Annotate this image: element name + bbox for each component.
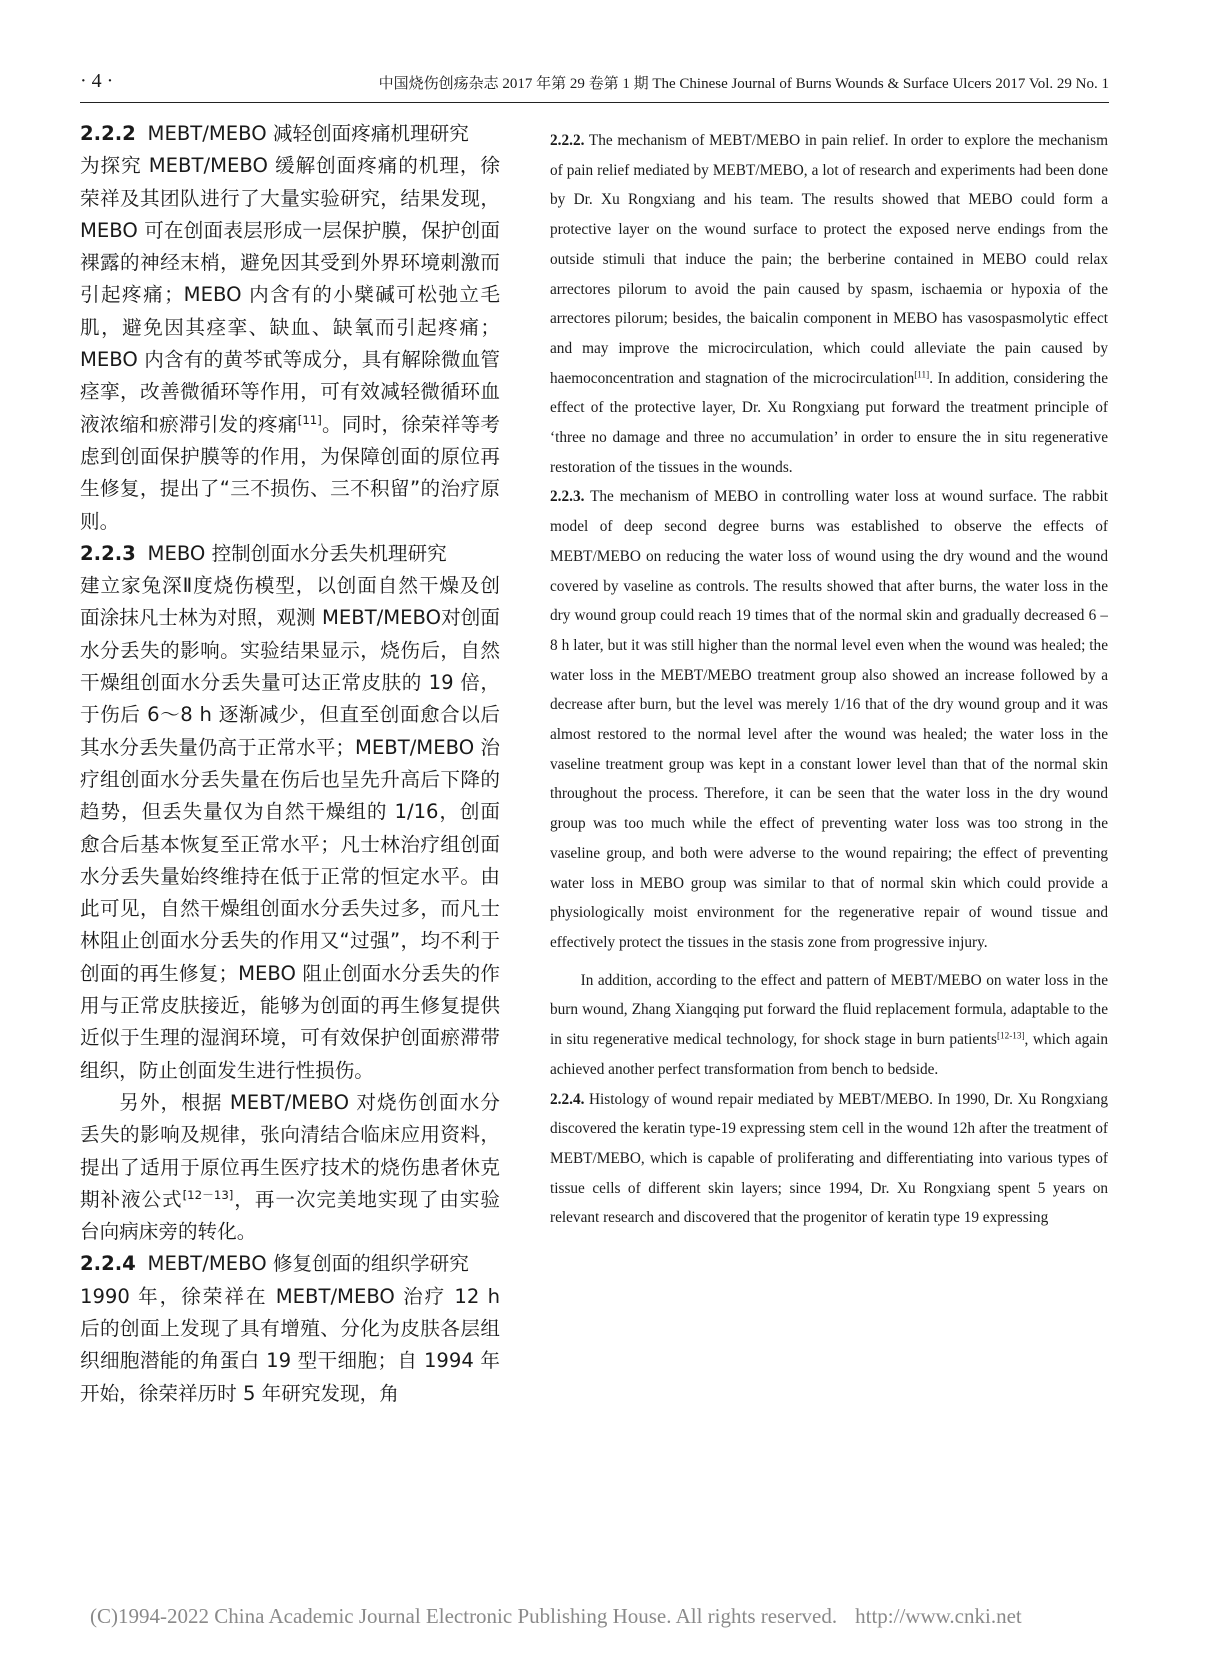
running-header [80,68,1109,98]
section-heading-2-2-3-zh [80,538,500,570]
cnki-url: http://www.cnki.net [855,1604,1022,1628]
section-heading-2-2-2-zh [80,118,500,150]
paragraph-text: Histology of wound repair mediated by MEBT/MEBO. In 1990, Dr. Xu Rongxiang discovered the keratin type-19 expressing stem cell in the wound 12h after the treatment of MEBT/MEBO, which is capable of proliferating and differentiating into various types of tissue cells of different skin layers; since 1994, Dr. Xu Rongxiang spent 5 years on relevant research and discovered that the progenitor of keratin type 19 expressing [550,1090,1108,1227]
citation-ref: [12-13] [997,1030,1025,1041]
paragraph-text: 。同时，徐荣祥等考虑到创面保护膜等的作用，为保障创面的原位再生修复，提出了“三不损伤、三不积留”的治疗原则。 [80,412,500,533]
section-number: 2.2.4 [80,1252,136,1276]
paragraph-text: In addition, according to the effect and pattern of MEBT/MEBO on water loss in the burn wound, Zhang Xiangqing put forward the fluid replacement formula, adaptable to the in situ regenerative medical technology, for shock stage in burn patients [550,971,1108,1049]
section-heading-2-2-4-zh [80,1248,500,1280]
copyright-footer [90,1604,1120,1629]
paragraph-text: 为探究 MEBT/MEBO 缓解创面疼痛的机理，徐荣祥及其团队进行了大量实验研究，结果发现，MEBO 可在创面表层形成一层保护膜，保护创面裸露的神经末梢，避免因其受到外界环境刺激而引起疼痛；MEBO 内含有的小檗碱可松弛立毛肌，避免因其痉挛、缺血、缺氧而引起疼痛；MEBO 内含有的黄芩甙等成分，具有解除微血管痉挛，改善微循环等作用，可有效减轻微循环血液浓缩和瘀滞引发的疼痛 [80,154,500,436]
paragraph-2-2-2-en [550,126,1108,482]
section-title: MEBT/MEBO 减轻创面疼痛机理研究 [147,122,469,145]
chinese-text-column [80,118,500,1568]
section-number: 2.2.3. [550,488,585,506]
paragraph-text: . In addition, considering the effect of the protective layer, Dr. Xu Rongxiang put forward the treatment principle of ‘three no damage and three no accumulation’ in order to ensure the in situ regenerative restoration of the tissues in the wounds. [550,369,1108,476]
citation-ref: [11] [914,369,930,380]
header-rule [80,102,1109,103]
paragraph-text: , which again achieved another perfect transformation from bench to bedside. [550,1031,1108,1078]
paragraph-2-2-3-en [550,482,1108,957]
section-title: MEBT/MEBO 修复创面的组织学研究 [147,1252,469,1276]
citation-ref: [11] [297,412,322,427]
section-number: 2.2.2 [80,122,136,145]
english-text-column [550,126,1108,1566]
paragraph-2-2-2-zh [80,150,500,538]
paragraph-fluid-formula-en [550,966,1108,1085]
copyright-notice: (C)1994-2022 China Academic Journal Electronic Publishing House. All rights reserved. [90,1604,838,1628]
paragraph-text: ，再一次完美地实现了由实验台向病床旁的转化。 [80,1187,500,1244]
paragraph-2-2-3-zh: 建立家兔深Ⅱ度烧伤模型，以创面自然干燥及创面涂抹凡士林为对照，观测 MEBT/MEBO对创面水分丢失的影响。实验结果显示，烧伤后，自然干燥组创面水分丢失量可达正常皮肤的 19 倍，于伤后 6～8 h 逐渐减少，但直至创面愈合以后其水分丢失量仍高于正常水平；MEBT/MEBO 治疗组创面水分丢失量在伤后也呈先升高后下降的趋势，但丢失量仅为自然干燥组的 1/16，创面愈合后基本恢复至正常水平；凡士林治疗组创面水分丢失量始终维持在低于正常的恒定水平。由此可见，自然干燥组创面水分丢失过多，而凡士林阻止创面水分丢失的作用又“过强”，均不利于创面的再生修复；MEBO 阻止创面水分丢失的作用与正常皮肤接近，能够为创面的再生修复提供近似于生理的湿润环境，可有效保护创面瘀滞带组织，防止创面发生进行性损伤。 [80,574,500,1082]
paragraph-fluid-formula-zh [80,1087,500,1248]
section-number: 2.2.3 [80,541,136,565]
section-number: 2.2.2. [550,132,585,149]
paragraph-text: The mechanism of MEBT/MEBO in pain relief. In order to explore the mechanism of pain relief mediated by MEBT/MEBO, a lot of research and experiments had been done by Dr. Xu Rongxiang and his team. The results showed that MEBO could form a protective layer on the wound surface to protect the exposed nerve endings from the outside stimuli that induce the pain; the berberine contained in MEBO could relax arrectores pilorum to avoid the pain caused by spasm, ischaemia or hypoxia of the arrectores pilorum; besides, the baicalin component in MEBO has vasospasmolytic effect and may improve the microcirculation, which could alleviate the pain caused by haemoconcentration and stagnation of the microcirculation [550,132,1108,387]
section-number: 2.2.4. [550,1090,585,1108]
page-number: · 4 · [80,70,114,92]
citation-ref: [12－13] [182,1187,234,1202]
paragraph-2-2-4-en [550,1085,1108,1234]
section-title: MEBO 控制创面水分丢失机理研究 [147,541,447,565]
paragraph-text: 另外，根据 MEBT/MEBO 对烧伤创面水分丢失的影响及规律，张向清结合临床应用资料，提出了适用于原位再生医疗技术的烧伤患者休克期补液公式 [80,1090,500,1211]
paragraph-2-2-4-zh: 1990 年，徐荣祥在 MEBT/MEBO 治疗 12 h 后的创面上发现了具有增殖、分化为皮肤各层组织细胞潜能的角蛋白 19 型干细胞；自 1994 年开始，徐荣祥历时 5 年研究发现，角 [80,1284,500,1405]
journal-running-title: 中国烧伤创疡杂志 2017 年第 29 卷第 1 期 The Chinese Journal of Burns Wounds & Surface Ulcers 2017 Vol. 29 No. 1 [378,76,1109,92]
paragraph-text: The mechanism of MEBO in controlling water loss at wound surface. The rabbit model of deep second degree burns was established to observe the effects of MEBT/MEBO on reducing the water loss of wound using the dry wound and the wound covered by vaseline as controls. The results showed that after burns, the water loss in the dry wound group could reach 19 times that of the normal skin and gradually decreased 6 – 8 h later, but it was still higher than the normal level even when the wound was healed; the water loss in the MEBT/MEBO treatment group also showed an increase followed by a decrease after burn, but the level was merely 1/16 that of the dry wound group and it was almost restored to the normal level after the wound was healed; the water loss in the vaseline treatment group was kept in a constant lower level than that of the normal skin throughout the process. Therefore, it can be seen that the water loss in the dry wound group was too much while the effect of preventing water loss was too strong in the vaseline group, and both were adverse to the wound repairing; the effect of preventing water loss in MEBO group was similar to that of normal skin which could provide a physiologically moist environment for the regenerative repair of wound tissue and effectively protect the tissues in the stasis zone from progressive injury. [550,488,1108,951]
